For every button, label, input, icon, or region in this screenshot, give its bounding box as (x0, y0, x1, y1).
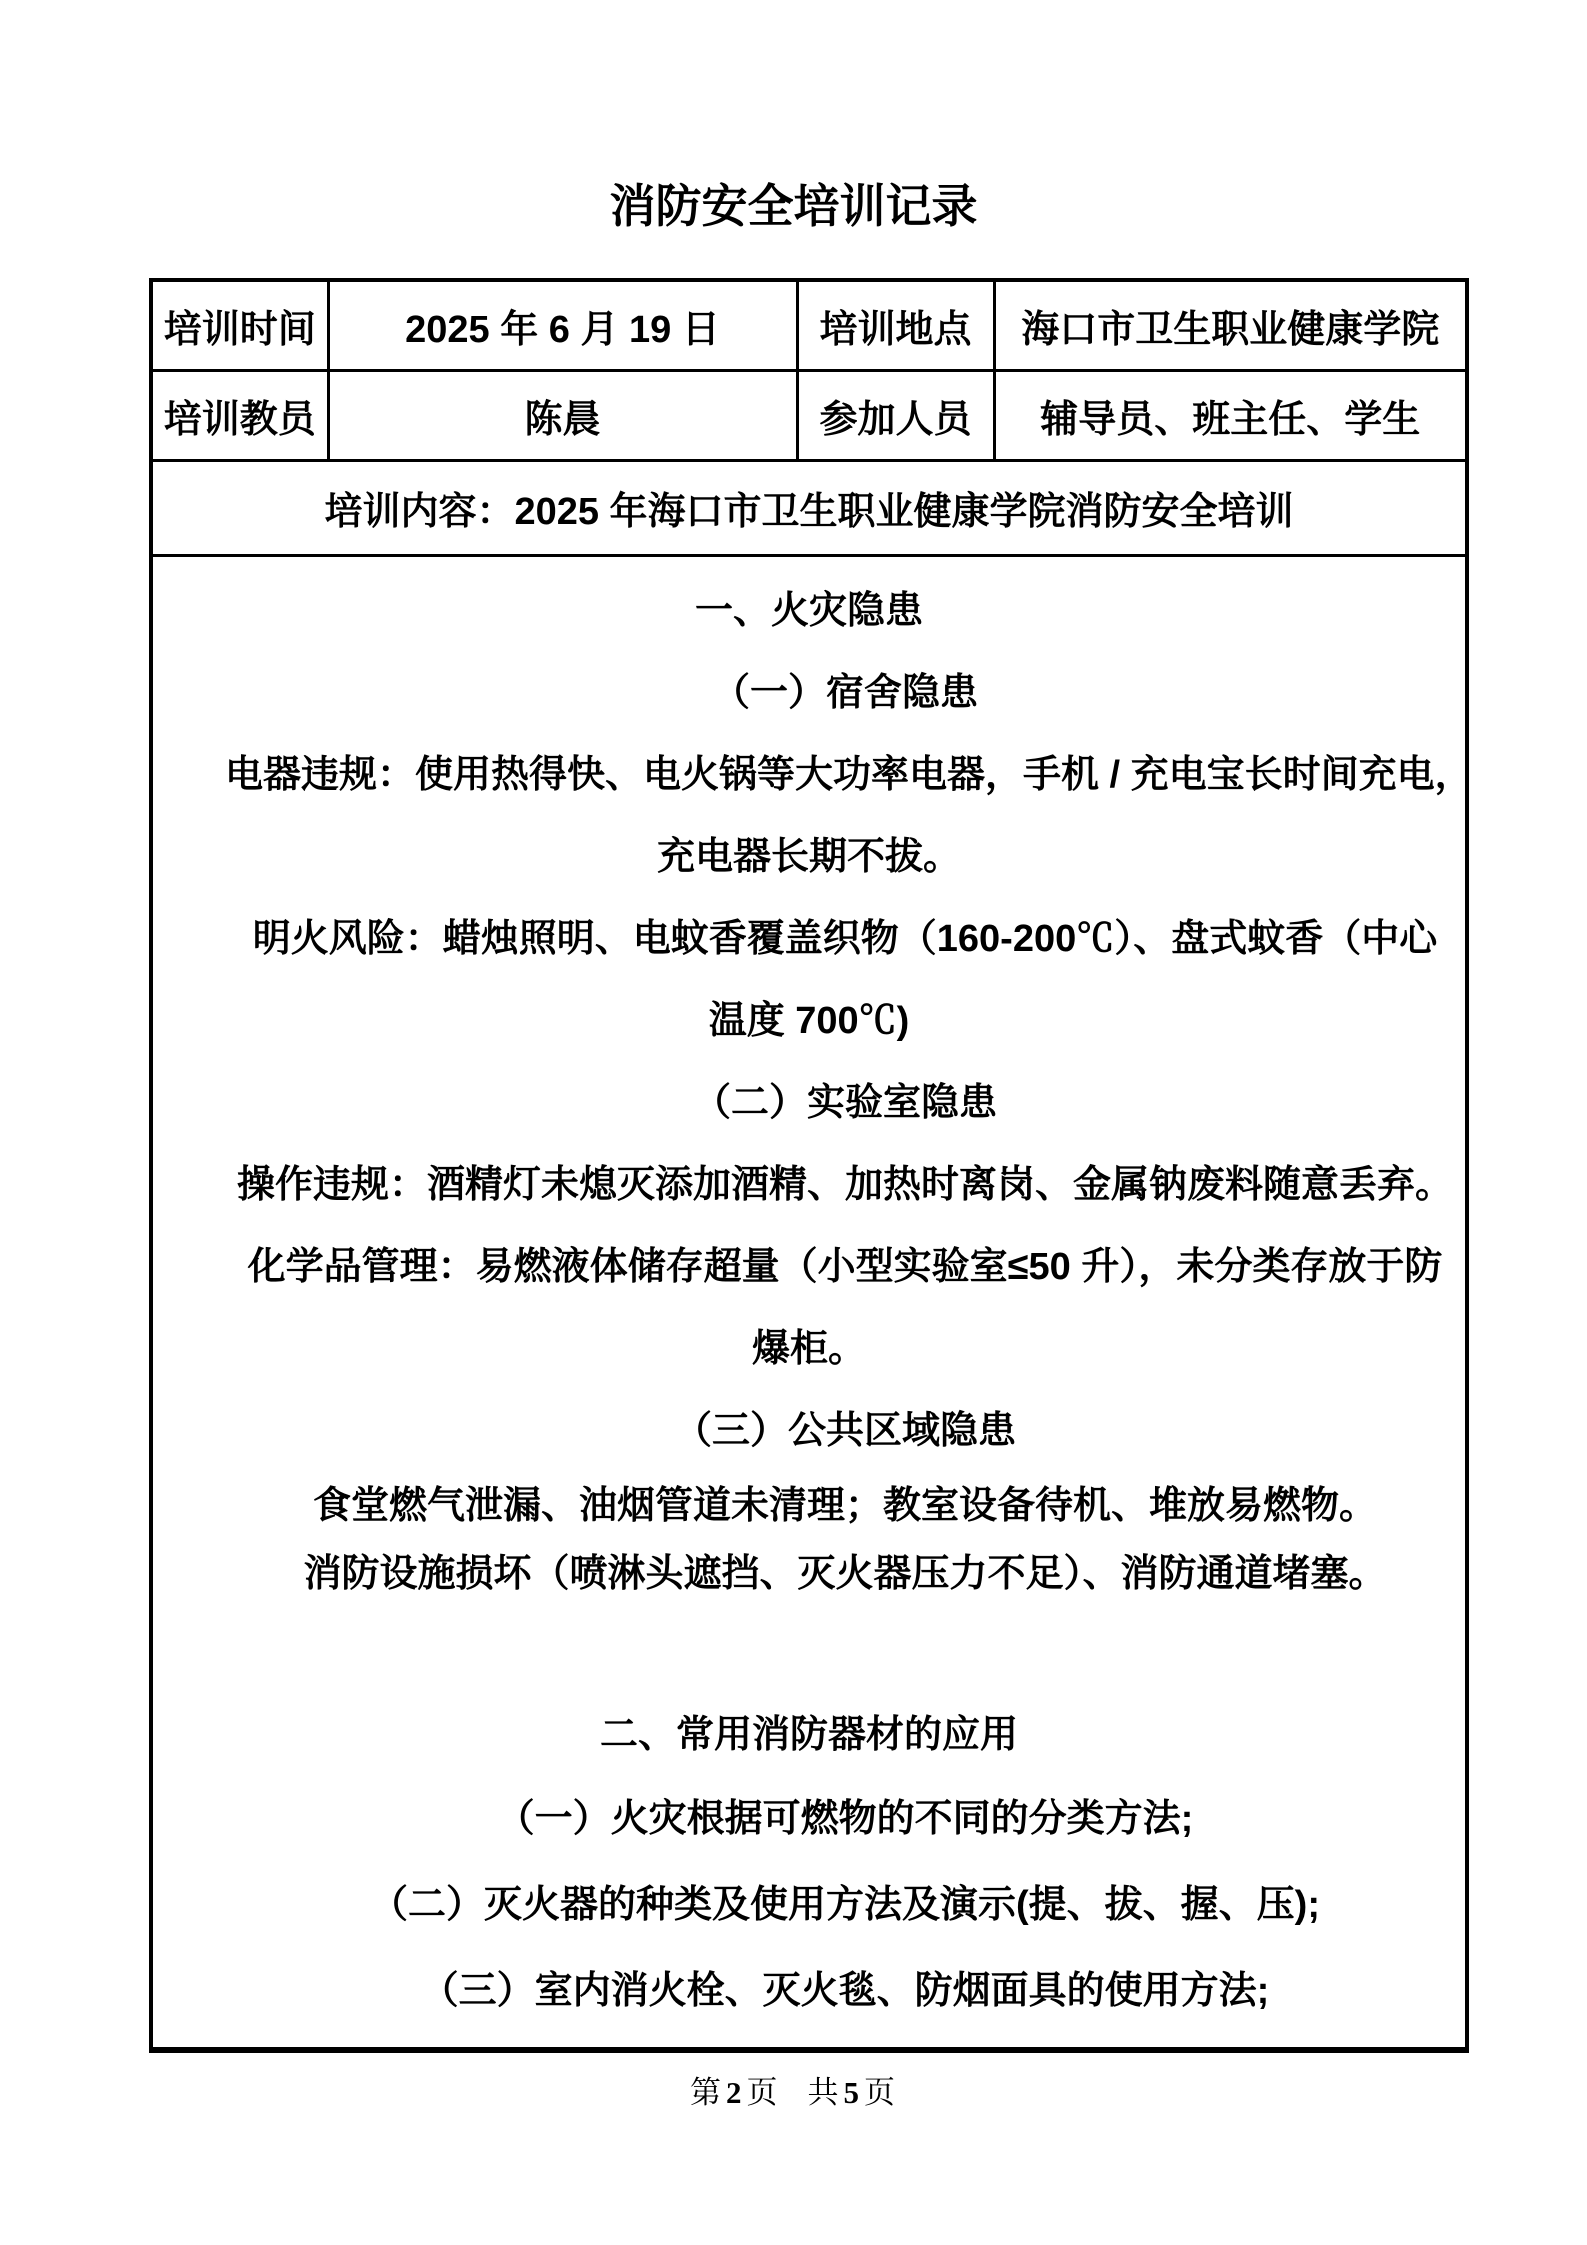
section-2-heading: 二、常用消防器材的应用 (599, 1713, 1018, 1756)
training-content-body (151, 555, 1473, 2050)
current-page-number: 2 (726, 2074, 744, 2110)
page-number-footer (0, 2067, 1587, 2112)
training-location-label: 培训地点 (797, 280, 994, 370)
page-title: 消防安全培训记录 (609, 180, 978, 232)
subsection-2-3-item: （三）室内消火栓、灭火毯、防烟面具的使用方法; (420, 1969, 1270, 2012)
page-number-prefix: 第 (690, 2074, 723, 2110)
participants-label: 参加人员 (797, 370, 994, 460)
paragraph-chemical-management-cont: 爆柜。 (751, 1327, 866, 1370)
total-pages-prefix: 共 (807, 2074, 841, 2110)
training-content-header: 培训内容：2025 年海口市卫生职业健康学院消防安全培训 (151, 460, 1467, 555)
table-row-instructor-participants (151, 370, 1467, 460)
table-row-content-header (151, 460, 1467, 555)
participants-value: 辅导员、班主任、学生 (994, 370, 1467, 460)
page-number-suffix: 页 (746, 2074, 780, 2110)
subsection-2-1-item: （一）火灾根据可燃物的不同的分类方法; (496, 1797, 1194, 1840)
total-pages-suffix: 页 (864, 2074, 897, 2110)
training-record-table (149, 278, 1473, 2053)
paragraph-electric-violation: 电器违规：使用热得快、电火锅等大功率电器，手机 / 充电宝长时间充电， (225, 753, 1473, 796)
paragraph-canteen-hazard: 食堂燃气泄漏、油烟管道未清理；教室设备待机、堆放易燃物。 (312, 1484, 1377, 1527)
section-1-heading: 一、火灾隐患 (694, 589, 923, 632)
training-instructor-label: 培训教员 (151, 370, 328, 460)
subsection-1-2-heading: （二）实验室隐患 (692, 1081, 997, 1124)
training-time-value: 2025 年 6 月 19 日 (328, 280, 797, 370)
training-instructor-value: 陈晨 (328, 370, 797, 460)
table-row-content-body (151, 555, 1467, 2050)
paragraph-open-flame-risk-cont: 温度 700℃) (708, 999, 910, 1042)
paragraph-operation-violation: 操作违规：酒精灯未熄灭添加酒精、加热时离岗、金属钠废料随意丢弃。 (236, 1163, 1453, 1206)
paragraph-open-flame-risk: 明火风险：蜡烛照明、电蚊香覆盖织物（160-200℃）、盘式蚊香（中心 (252, 917, 1438, 960)
table-row-time-location (151, 280, 1467, 370)
subsection-2-2-item: （二）灭火器的种类及使用方法及演示(提、拔、握、压); (370, 1883, 1320, 1926)
subsection-1-3-heading: （三）公共区域隐患 (673, 1409, 1016, 1452)
subsection-1-1-heading: （一）宿舍隐患 (711, 671, 978, 714)
paragraph-facility-damage: 消防设施损坏（喷淋头遮挡、灭火器压力不足）、消防通道堵塞。 (303, 1552, 1387, 1595)
paragraph-electric-violation-cont: 充电器长期不拔。 (656, 835, 961, 878)
training-time-label: 培训时间 (151, 280, 328, 370)
training-location-value: 海口市卫生职业健康学院 (994, 280, 1467, 370)
total-pages-number: 5 (843, 2074, 861, 2110)
paragraph-chemical-management: 化学品管理：易燃液体储存超量（小型实验室≤50 升），未分类存放于防 (247, 1245, 1443, 1288)
